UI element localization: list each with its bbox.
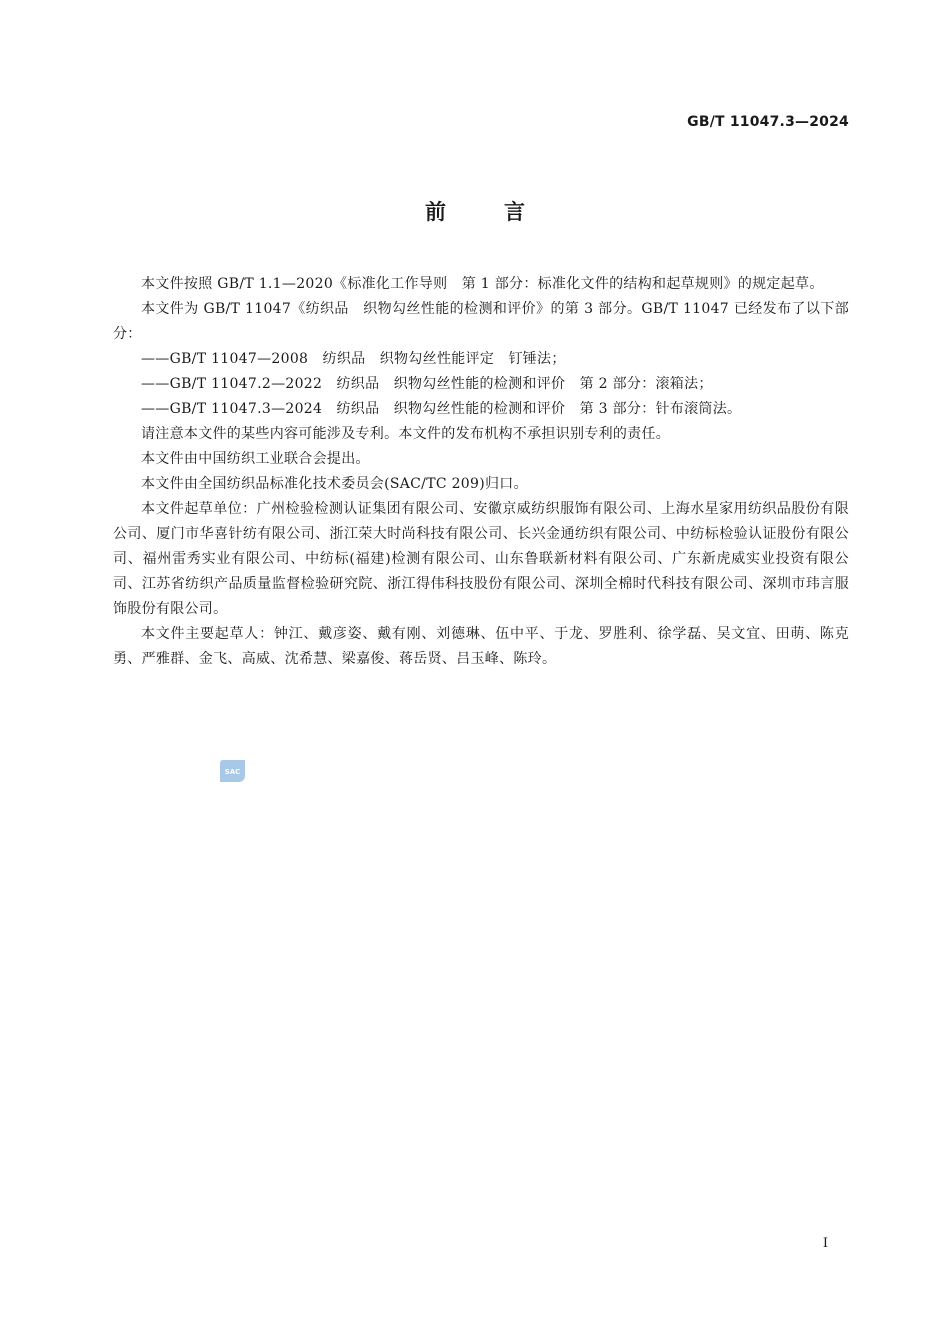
paragraph-proposer: 本文件由中国纺织工业联合会提出。: [141, 451, 370, 467]
list-item-part-1: ——GB/T 11047—2008 纺织品 织物勾丝性能评定 钉锤法；: [141, 351, 566, 367]
paragraph-drafting-rules: 本文件按照 GB/T 1.1—2020《标准化工作导则 第 1 部分：标准化文件的结构和起草规则》的规定起草。: [141, 276, 824, 292]
paragraph-drafters: 本文件主要起草人：钟江、戴彦姿、戴有刚、刘德琳、伍中平、于龙、罗胜利、徐学磊、吴文宜、田萌、陈克勇、严雅群、金飞、高威、沈希慧、梁嘉俊、蒋岳贤、吕玉峰、陈玲。: [113, 626, 849, 667]
paragraph-drafting-units: 本文件起草单位：广州检验检测认证集团有限公司、安徽京威纺织服饰有限公司、上海水星家用纺织品股份有限公司、厦门市华喜针纺有限公司、浙江荣大时尚科技有限公司、长兴金通纺织有限公司、中纺标检验认证股份有限公司、福州雷秀实业有限公司、中纺标(福建)检测有限公司、山东鲁联新材料有限公司、广东新虎威实业投资有限公司、江苏省纺织产品质量监督检验研究院、浙江得伟科技股份有限公司、深圳全棉时代科技有限公司、深圳市玮言服饰股份有限公司。: [113, 501, 849, 617]
sac-logo-icon: [220, 760, 245, 782]
foreword-body: [113, 272, 849, 672]
paragraph-patent-notice: 请注意本文件的某些内容可能涉及专利。本文件的发布机构不承担识别专利的责任。: [141, 426, 671, 442]
page-title: 前言: [425, 200, 583, 224]
page-number: I: [822, 1236, 828, 1251]
list-item-part-3: ——GB/T 11047.3—2024 纺织品 织物勾丝性能的检测和评价 第 3 部分：针布滚筒法。: [141, 401, 742, 417]
paragraph-committee: 本文件由全国纺织品标准化技术委员会(SAC/TC 209)归口。: [141, 476, 528, 492]
list-item-part-2: ——GB/T 11047.2—2022 纺织品 织物勾丝性能的检测和评价 第 2 部分：滚箱法；: [141, 376, 713, 392]
paragraph-part-intro: 本文件为 GB/T 11047《纺织品 织物勾丝性能的检测和评价》的第 3 部分。GB/T 11047 已经发布了以下部分：: [113, 301, 849, 342]
standard-number: GB/T 11047.3—2024: [687, 114, 849, 130]
svg-text:SAC: SAC: [224, 768, 241, 776]
